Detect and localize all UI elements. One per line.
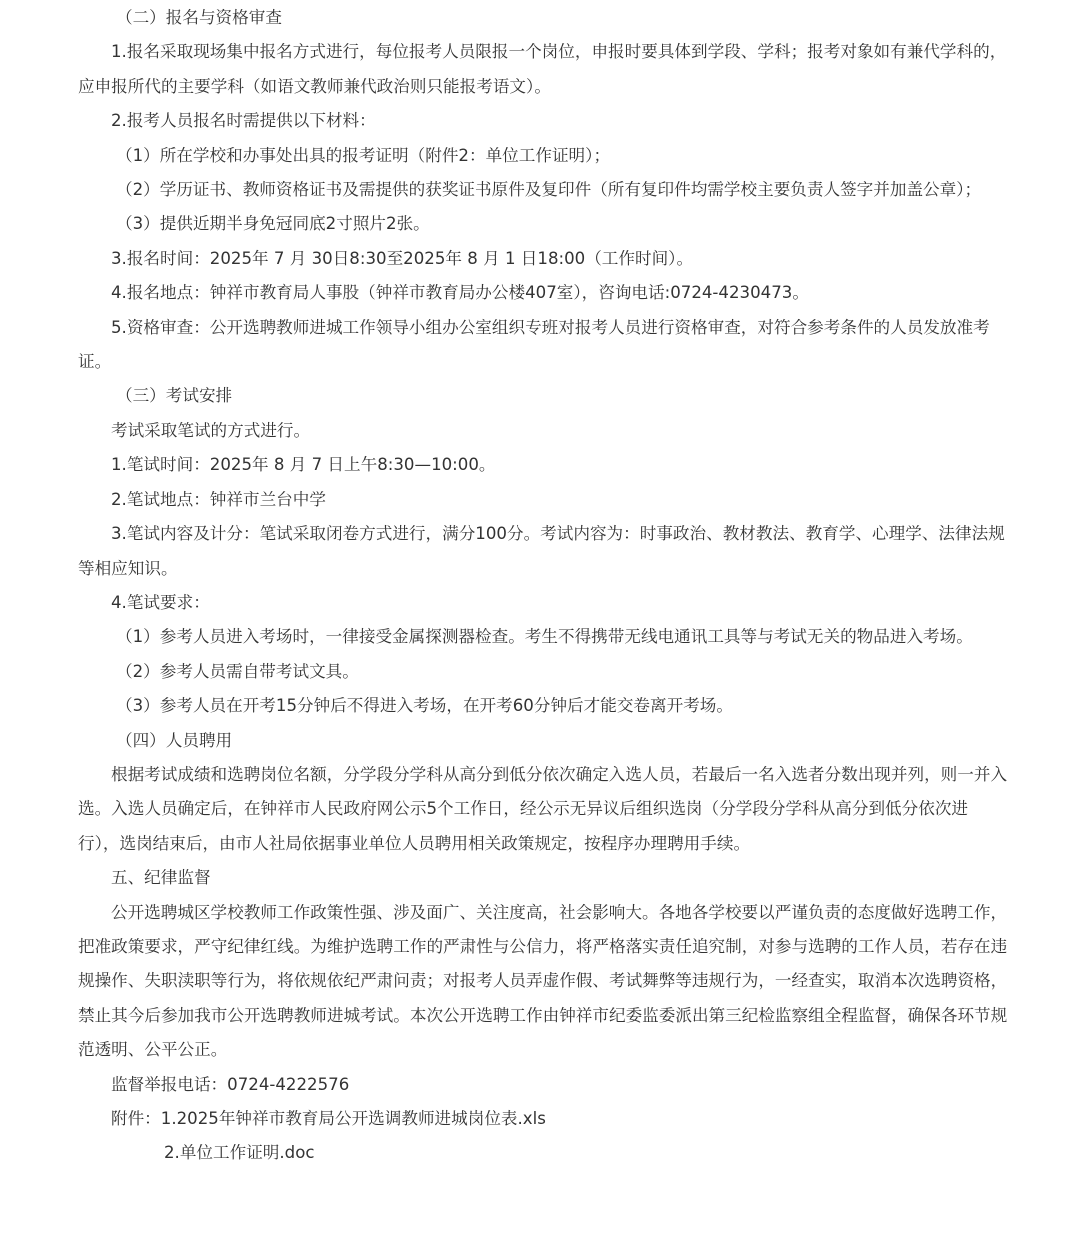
paragraph-exam-method: 考试采取笔试的方式进行。 [111,420,311,440]
paragraph-discipline: 公开选聘城区学校教师工作政策性强、涉及面广、关注度高，社会影响大。各地各学校要以严谨负责的态度做好选聘工作，把准政策要求，严守纪律红线。为维护选聘工作的严肃性与公信力，将严格落实责任追究制，对参与选聘的工作人员，若存在违规操作、失职渎职等行为，将依规依纪严肃问责；对报考人员弄虚作假、考试舞弊等违规行为，一经查实，取消本次选聘资格，禁止其今后参加我市公开选聘教师进城考试。本次公开选聘工作由钟祥市纪委监委派出第三纪检监察组全程监督，确保各环节规范透明、公平公正。 [78,902,1008,1060]
list-item-requirement-3: （3）参考人员在开考15分钟后不得进入考场，在开考60分钟后才能交卷离开考场。 [116,696,733,716]
section-heading-discipline: 五、纪律监督 [111,868,211,888]
paragraph-exam-place: 2.笔试地点：钟祥市兰台中学 [111,489,326,509]
section-heading-registration: （二）报名与资格审查 [116,8,282,27]
list-item-material-2: （2）学历证书、教师资格证书及需提供的获奖证书原件及复印件（所有复印件均需学校主要负责人签字并加盖公章）； [116,180,982,200]
paragraph-employment: 根据考试成绩和选聘岗位名额，分学段分学科从高分到低分依次确定入选人员，若最后一名入选者分数出现并列，则一并入选。入选人员确定后，在钟祥市人民政府网公示5个工作日，经公示无异议后组织选岗（分学段分学科从高分到低分依次进行），选岗结束后，由市人社局依据事业单位人员聘用相关政策规定，按程序办理聘用手续。 [78,764,1008,853]
paragraph-exam-time: 1.笔试时间：2025年 8 月 7 日上午8:30—10:00。 [111,455,496,475]
paragraph-qualification-review: 5.资格审查：公开选聘教师进城工作领导小组办公室组织专班对报考人员进行资格审查，对符合参考条件的人员发放准考证。 [78,317,990,372]
attachment-1[interactable]: 附件：1.2025年钟祥市教育局公开选调教师进城岗位表.xls [111,1109,546,1128]
list-item-requirement-2: （2）参考人员需自带考试文具。 [116,661,359,681]
paragraph-registration-place: 4.报名地点：钟祥市教育局人事股（钟祥市教育局办公楼407室），咨询电话:0724-4230473。 [111,283,809,303]
paragraph-registration-method: 1.报名采取现场集中报名方式进行，每位报考人员限报一个岗位，申报时要具体到学段、学科；报考对象如有兼代学科的，应申报所代的主要学科（如语文教师兼代政治则只能报考语文）。 [78,42,1007,96]
section-heading-exam: （三）考试安排 [116,386,233,406]
paragraph-registration-materials: 2.报考人员报名时需提供以下材料： [111,111,376,131]
section-heading-employment: （四）人员聘用 [116,730,233,750]
list-item-material-1: （1）所在学校和办事处出具的报考证明（附件2：单位工作证明）； [116,145,611,165]
paragraph-registration-time: 3.报名时间：2025年 7 月 30日8:30至2025年 8 月 1 日18:00（工作时间）。 [111,248,694,268]
paragraph-exam-requirements: 4.笔试要求： [111,592,210,612]
document-body [78,0,1008,1171]
list-item-material-3: （3）提供近期半身免冠同底2寸照片2张。 [116,214,430,234]
paragraph-exam-content: 3.笔试内容及计分：笔试采取闭卷方式进行，满分100分。考试内容为：时事政治、教材教法、教育学、心理学、法律法规等相应知识。 [78,524,1005,578]
list-item-requirement-1: （1）参考人员进入考场时，一律接受金属探测器检查。考生不得携带无线电通讯工具等与考试无关的物品进入考场。 [116,627,973,647]
paragraph-report-phone: 监督举报电话：0724-4222576 [111,1074,350,1094]
attachment-2[interactable]: 2.单位工作证明.doc [164,1143,315,1163]
